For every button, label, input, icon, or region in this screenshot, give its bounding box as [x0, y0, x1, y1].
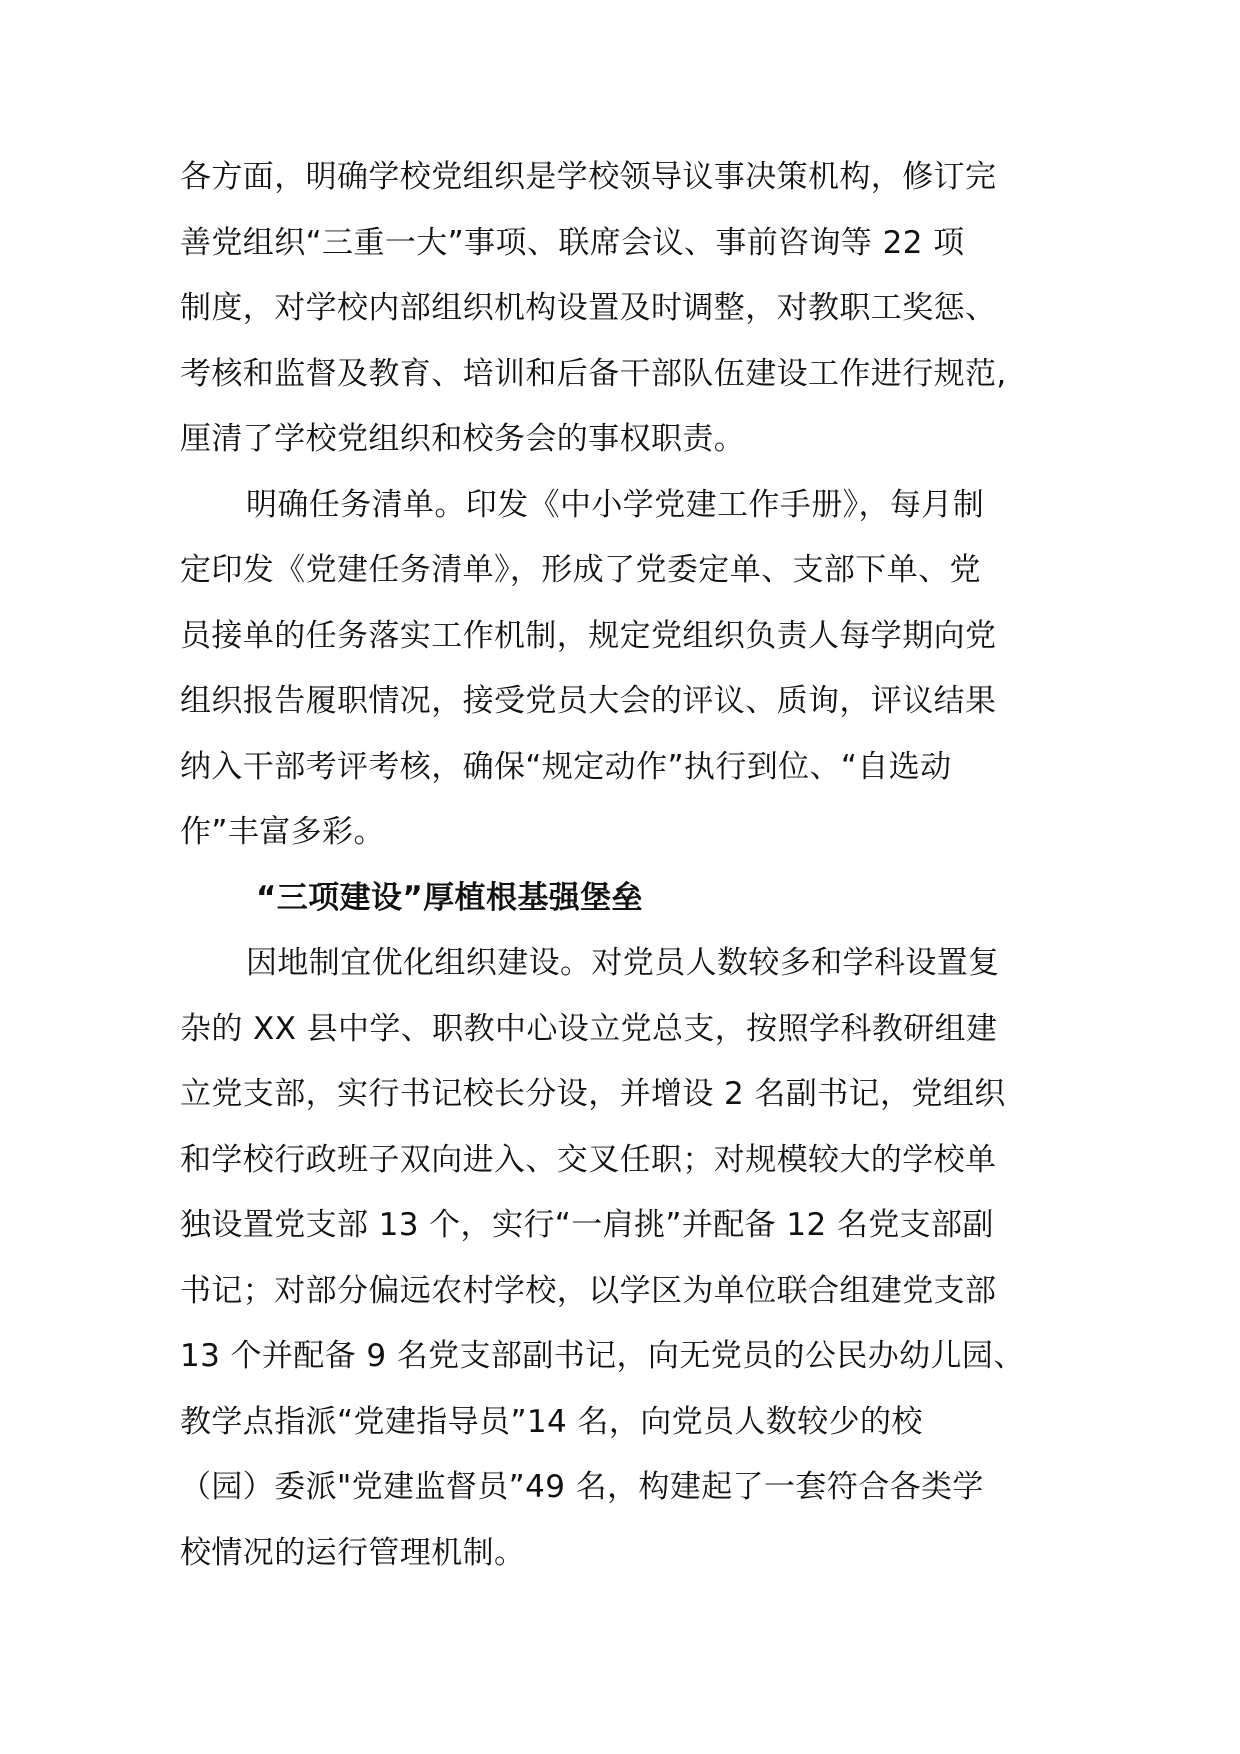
text-line: 因地制宜优化组织建设。对党员人数较多和学科设置复 — [246, 945, 1000, 981]
section-heading: “三项建设”厚植根基强堡垒 — [256, 879, 643, 916]
text-line: 立党支部，实行书记校长分设，并增设 2 名副书记，党组织 — [180, 1076, 1006, 1112]
text-line: 作”丰富多彩。 — [180, 814, 385, 850]
text-line: 明确任务清单。印发《中小学党建工作手册》，每月制 — [246, 486, 985, 523]
text-line: 纳入干部考评考核，确保“规定动作”执行到位、“自选动 — [180, 748, 952, 785]
text-line: 校情况的运行管理机制。 — [180, 1534, 526, 1571]
text-line: 善党组织“三重一大”事项、联席会议、事前咨询等 22 项 — [180, 224, 965, 261]
text-line: 独设置党支部 13 个，实行“一肩挑”并配备 12 名党支部副 — [180, 1207, 994, 1243]
text-line: 组织报告履职情况，接受党员大会的评议、质询，评议结果 — [180, 683, 997, 719]
text-line: （园）委派"党建监督员”49 名，构建起了一套符合各类学 — [180, 1469, 984, 1505]
text-line: 13 个并配备 9 名党支部副书记，向无党员的公民办幼儿园、 — [180, 1338, 1025, 1374]
text-line: 厘清了学校党组织和校务会的事权职责。 — [180, 421, 746, 457]
document-body — [180, 145, 1065, 1586]
text-line: 员接单的任务落实工作机制，规定党组织负责人每学期向党 — [180, 617, 997, 654]
text-line: 书记；对部分偏远农村学校，以学区为单位联合组建党支部 — [180, 1272, 997, 1309]
text-line: 各方面，明确学校党组织是学校领导议事决策机构，修订完 — [180, 159, 997, 195]
text-line: 教学点指派“党建指导员”14 名，向党员人数较少的校 — [180, 1403, 923, 1440]
text-line: 考核和监督及教育、培训和后备干部队伍建设工作进行规范, — [180, 355, 1007, 392]
text-line: 和学校行政班子双向进入、交叉任职；对规模较大的学校单 — [180, 1141, 997, 1178]
text-line: 制度，对学校内部组织机构设置及时调整，对教职工奖惩、 — [180, 290, 997, 326]
text-line: 杂的 XX 县中学、职教中心设立党总支，按照学科教研组建 — [180, 1010, 998, 1047]
text-line: 定印发《党建任务清单》，形成了党委定单、支部下单、党 — [180, 552, 981, 588]
